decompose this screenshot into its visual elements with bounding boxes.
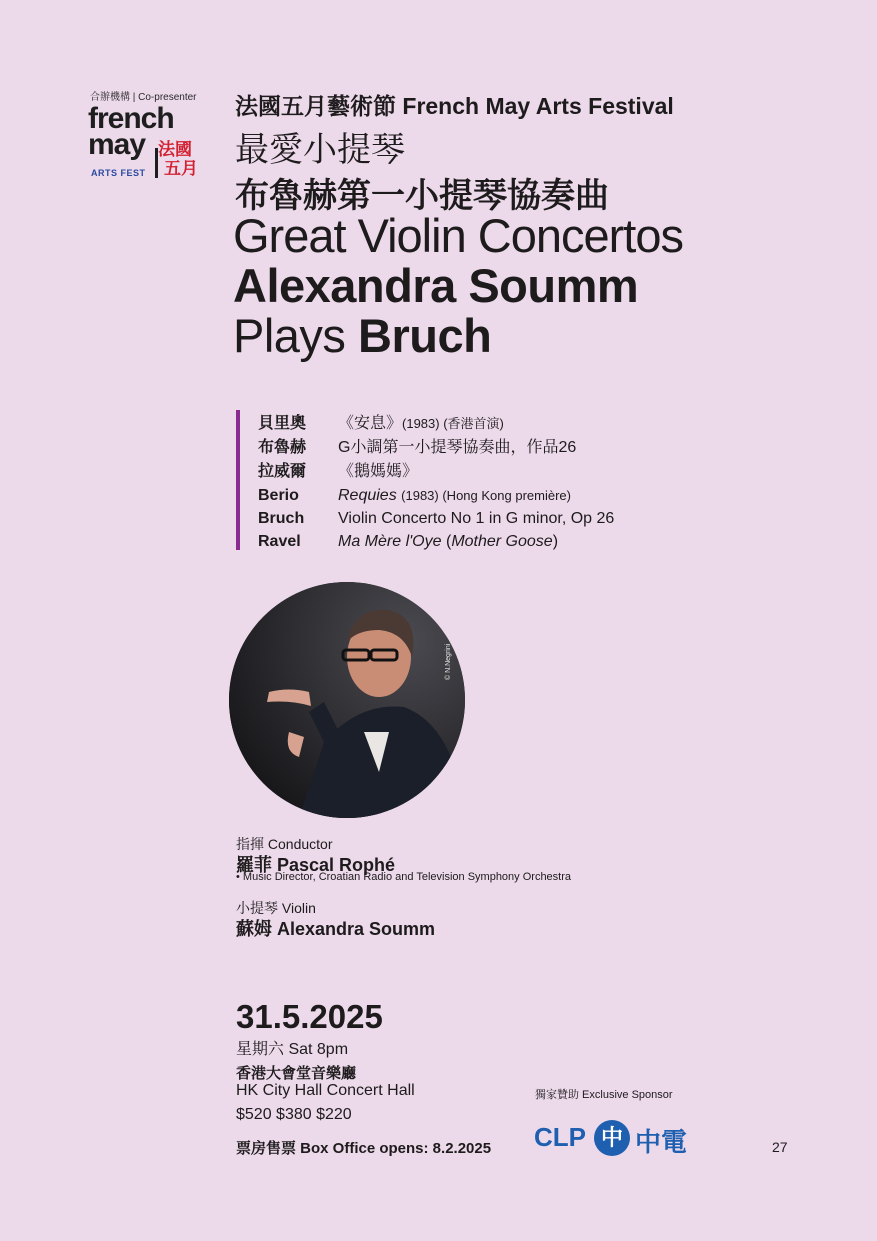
work-zh: 《安息》 bbox=[338, 415, 403, 432]
work-extra-zh: (1983) (香港首演) bbox=[402, 416, 504, 431]
composer-zh: 貝里奧 bbox=[258, 415, 307, 432]
conductor-name: 羅菲 Pascal Rophé bbox=[236, 855, 396, 875]
programme-row-zh bbox=[258, 410, 504, 433]
clp-logo-text: CLP bbox=[534, 1122, 586, 1152]
logo-zh-2: 五月 bbox=[164, 159, 198, 178]
title-zh-bold: 布魯赫第一小提琴協奏曲 bbox=[235, 177, 609, 215]
work-zh: 《鵝媽媽》 bbox=[338, 463, 419, 480]
work-extra-en: (1983) (Hong Kong première) bbox=[401, 488, 571, 503]
violin-role: 小提琴 Violin bbox=[236, 900, 316, 916]
composer-zh: 拉威爾 bbox=[258, 463, 307, 480]
work-en: Ma Mère l'Oye bbox=[338, 533, 442, 550]
logo-zh-1: 法國 bbox=[158, 140, 192, 159]
photo-credit: © N.Negrini bbox=[445, 643, 452, 680]
work-paren-close: ) bbox=[552, 533, 559, 550]
box-office-date: 票房售票 Box Office opens: 8.2.2025 bbox=[236, 1140, 492, 1157]
conductor-note: • Music Director, Croatian Radio and Television Symphony Orchestra bbox=[236, 871, 572, 883]
work-en: Requies bbox=[338, 487, 397, 504]
composer-zh: 布魯赫 bbox=[258, 439, 307, 456]
programme-row-zh bbox=[258, 458, 418, 481]
conductor-illustration bbox=[229, 582, 465, 818]
conductor-role: 指揮 Conductor bbox=[236, 836, 333, 852]
composer-en: Bruch bbox=[258, 510, 305, 527]
work-en-translation: Mother Goose bbox=[451, 533, 553, 550]
programme-row-en bbox=[258, 510, 614, 528]
logo-word-may: may bbox=[88, 128, 146, 161]
festival-name: 法國五月藝術節 French May Arts Festival bbox=[235, 93, 674, 119]
composer-en: Berio bbox=[258, 487, 299, 504]
french-may-logo bbox=[88, 102, 200, 180]
title-plays-bold: Bruch bbox=[358, 309, 492, 362]
work-en: Violin Concerto No 1 in G minor, Op 26 bbox=[338, 510, 615, 527]
venue-en: HK City Hall Concert Hall bbox=[236, 1082, 415, 1099]
composer-en: Ravel bbox=[258, 533, 301, 550]
work-paren-open: ( bbox=[441, 533, 452, 550]
title-zh-light: 最愛小提琴 bbox=[235, 131, 405, 169]
copresenter-label: 合辦機構 | Co-presenter bbox=[90, 92, 197, 103]
sponsor-label: 獨家贊助 Exclusive Sponsor bbox=[535, 1089, 673, 1101]
logo-word-french: french bbox=[88, 102, 174, 135]
programme-row-en bbox=[258, 487, 571, 505]
ticket-prices: $520 $380 $220 bbox=[236, 1106, 352, 1123]
venue-zh: 香港大會堂音樂廳 bbox=[236, 1065, 357, 1082]
title-plays-light: Plays bbox=[233, 309, 346, 362]
event-date: 31.5.2025 bbox=[236, 998, 383, 1035]
page-number: 27 bbox=[772, 1139, 788, 1155]
title-plays-bruch bbox=[233, 308, 491, 363]
event-day-time: 星期六 Sat 8pm bbox=[236, 1041, 349, 1058]
clp-logo-circle: 中 bbox=[594, 1120, 630, 1156]
work-zh: G小調第一小提琴協奏曲，作品26 bbox=[338, 439, 577, 456]
programme-accent-bar bbox=[236, 410, 240, 550]
violin-name: 蘇姆 Alexandra Soumm bbox=[236, 919, 436, 939]
logo-arts-fest: ARTS FEST bbox=[91, 168, 146, 178]
programme-row-en bbox=[258, 533, 558, 551]
clp-logo-zh: 中電 bbox=[635, 1127, 688, 1157]
clp-logo bbox=[534, 1120, 694, 1160]
title-en-bold: Alexandra Soumm bbox=[233, 259, 639, 312]
conductor-photo bbox=[229, 582, 465, 818]
title-en-light: Great Violin Concertos bbox=[233, 209, 683, 262]
programme-row-zh bbox=[258, 434, 576, 457]
